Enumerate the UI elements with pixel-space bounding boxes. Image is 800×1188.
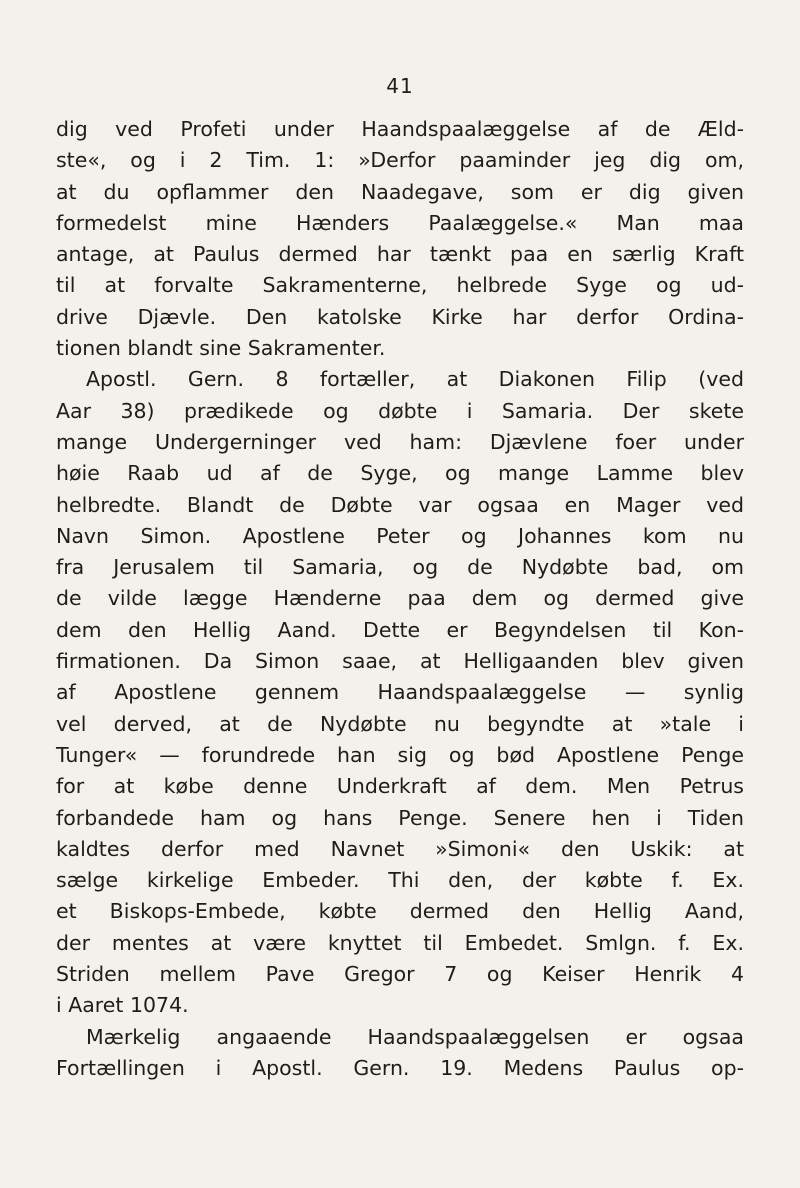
text-line: dig ved Profeti under Haandspaalæggelse af de Æld- (56, 117, 744, 141)
text-line: formedelst mine Hænders Paalæggelse.« Man maa (56, 210, 744, 235)
text-line: ste«, og i 2 Tim. 1: »Derfor paaminder jeg dig om, (56, 148, 744, 173)
text-line: høie Raab ud af de Syge, og mange Lamme blev (56, 461, 744, 486)
text-line: i Aaret 1074. (56, 993, 189, 1018)
text-line: dem den Hellig Aand. Dette er Begyndelsen til Kon- (56, 617, 744, 642)
text-line: vel derved, at de Nydøbte nu begyndte at »tale i (56, 711, 744, 736)
text-line: Tunger« — forundrede han sig og bød Apostlene Penge (56, 742, 744, 767)
text-line: Aar 38) prædikede og døbte i Samaria. Der skete (56, 398, 744, 423)
text-line: at du opflammer den Naadegave, som er dig given (56, 179, 744, 204)
text-line: tionen blandt sine Sakramenter. (56, 336, 386, 361)
body-text (56, 114, 744, 1084)
text-line: Apostl. Gern. 8 fortæller, at Diakonen Filip (ved (86, 367, 744, 392)
text-line: de vilde lægge Hænderne paa dem og dermed give (56, 586, 744, 611)
text-line: et Biskops-Embede, købte dermed den Hellig Aand, (56, 899, 744, 924)
text-line: drive Djævle. Den katolske Kirke har derfor Ordina- (56, 304, 744, 329)
text-line: fra Jerusalem til Samaria, og de Nydøbte bad, om (56, 555, 744, 580)
text-line: forbandede ham og hans Penge. Senere hen i Tiden (56, 805, 744, 830)
text-line: der mentes at være knyttet til Embedet. Smlgn. f. Ex. (56, 930, 744, 955)
text-line: til at forvalte Sakramenterne, helbrede Syge og ud- (56, 273, 744, 298)
text-line: af Apostlene gennem Haandspaalæggelse — synlig (56, 680, 744, 705)
text-line: kaldtes derfor med Navnet »Simoni« den Uskik: at (56, 836, 744, 861)
text-line: firmationen. Da Simon saae, at Helligaanden blev given (56, 649, 744, 674)
text-line: helbredte. Blandt de Døbte var ogsaa en Mager ved (56, 492, 744, 517)
text-line: for at købe denne Underkraft af dem. Men Petrus (56, 774, 744, 799)
text-line: Mærkelig angaaende Haandspaalæggelsen er ogsaa (86, 1024, 744, 1049)
text-line: Fortællingen i Apostl. Gern. 19. Medens Paulus op- (56, 1055, 744, 1080)
text-line: antage, at Paulus dermed har tænkt paa en særlig Kraft (56, 242, 744, 267)
page-number: 41 (386, 74, 414, 98)
text-line: mange Undergerninger ved ham: Djævlene foer under (56, 429, 744, 454)
text-line: Striden mellem Pave Gregor 7 og Keiser Henrik 4 (56, 962, 744, 987)
text-line: sælge kirkelige Embeder. Thi den, der købte f. Ex. (56, 868, 744, 893)
text-line: Navn Simon. Apostlene Peter og Johannes kom nu (56, 523, 744, 548)
